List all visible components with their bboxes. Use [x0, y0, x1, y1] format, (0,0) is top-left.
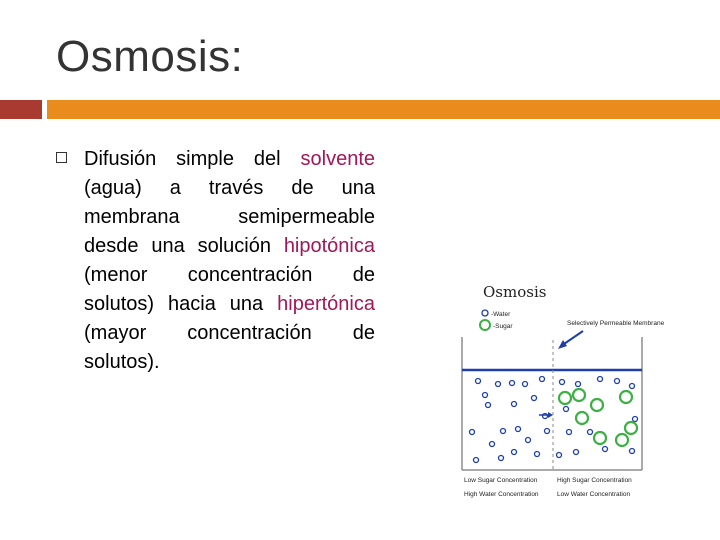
membrane-arrow-head: [558, 340, 567, 349]
legend-water-icon: [482, 310, 488, 316]
osmosis-figure: [455, 272, 680, 512]
title-accent-bar: [47, 100, 720, 119]
osmosis-diagram: [455, 272, 680, 512]
left-label-2: High Water Concentration: [464, 491, 539, 498]
diffusion-arrow-head: [548, 412, 553, 418]
right-label-1: High Sugar Concentration: [557, 477, 632, 484]
highlight-hipertonica: hipertónica: [277, 293, 375, 315]
text-run: (agua) a través de una membrana semipermeable desde una solución: [84, 177, 375, 257]
left-label-1: Low Sugar Concentration: [464, 477, 538, 484]
highlight-solvente: solvente: [300, 148, 375, 170]
text-run: (menor concentración de solutos) hacia una: [84, 264, 375, 315]
legend-sugar-label: -Sugar: [493, 323, 513, 330]
legend-sugar-icon: [480, 320, 490, 330]
title-accent-bar-left: [0, 100, 42, 119]
sugar-molecules: [559, 389, 637, 446]
legend-water-label: -Water: [491, 311, 511, 318]
body-paragraph: [84, 145, 375, 377]
slide-title: Osmosis:: [56, 32, 244, 81]
bullet-square-icon: [56, 152, 67, 163]
text-run: (mayor concentración de solutos).: [84, 322, 375, 373]
text-run: Difusión simple del: [84, 148, 301, 170]
figure-title: Osmosis: [483, 283, 547, 301]
membrane-label: Selectively Permeable Membrane: [567, 320, 665, 327]
highlight-hipotonica: hipotónica: [283, 235, 375, 257]
right-label-2: Low Water Concentration: [557, 491, 631, 498]
